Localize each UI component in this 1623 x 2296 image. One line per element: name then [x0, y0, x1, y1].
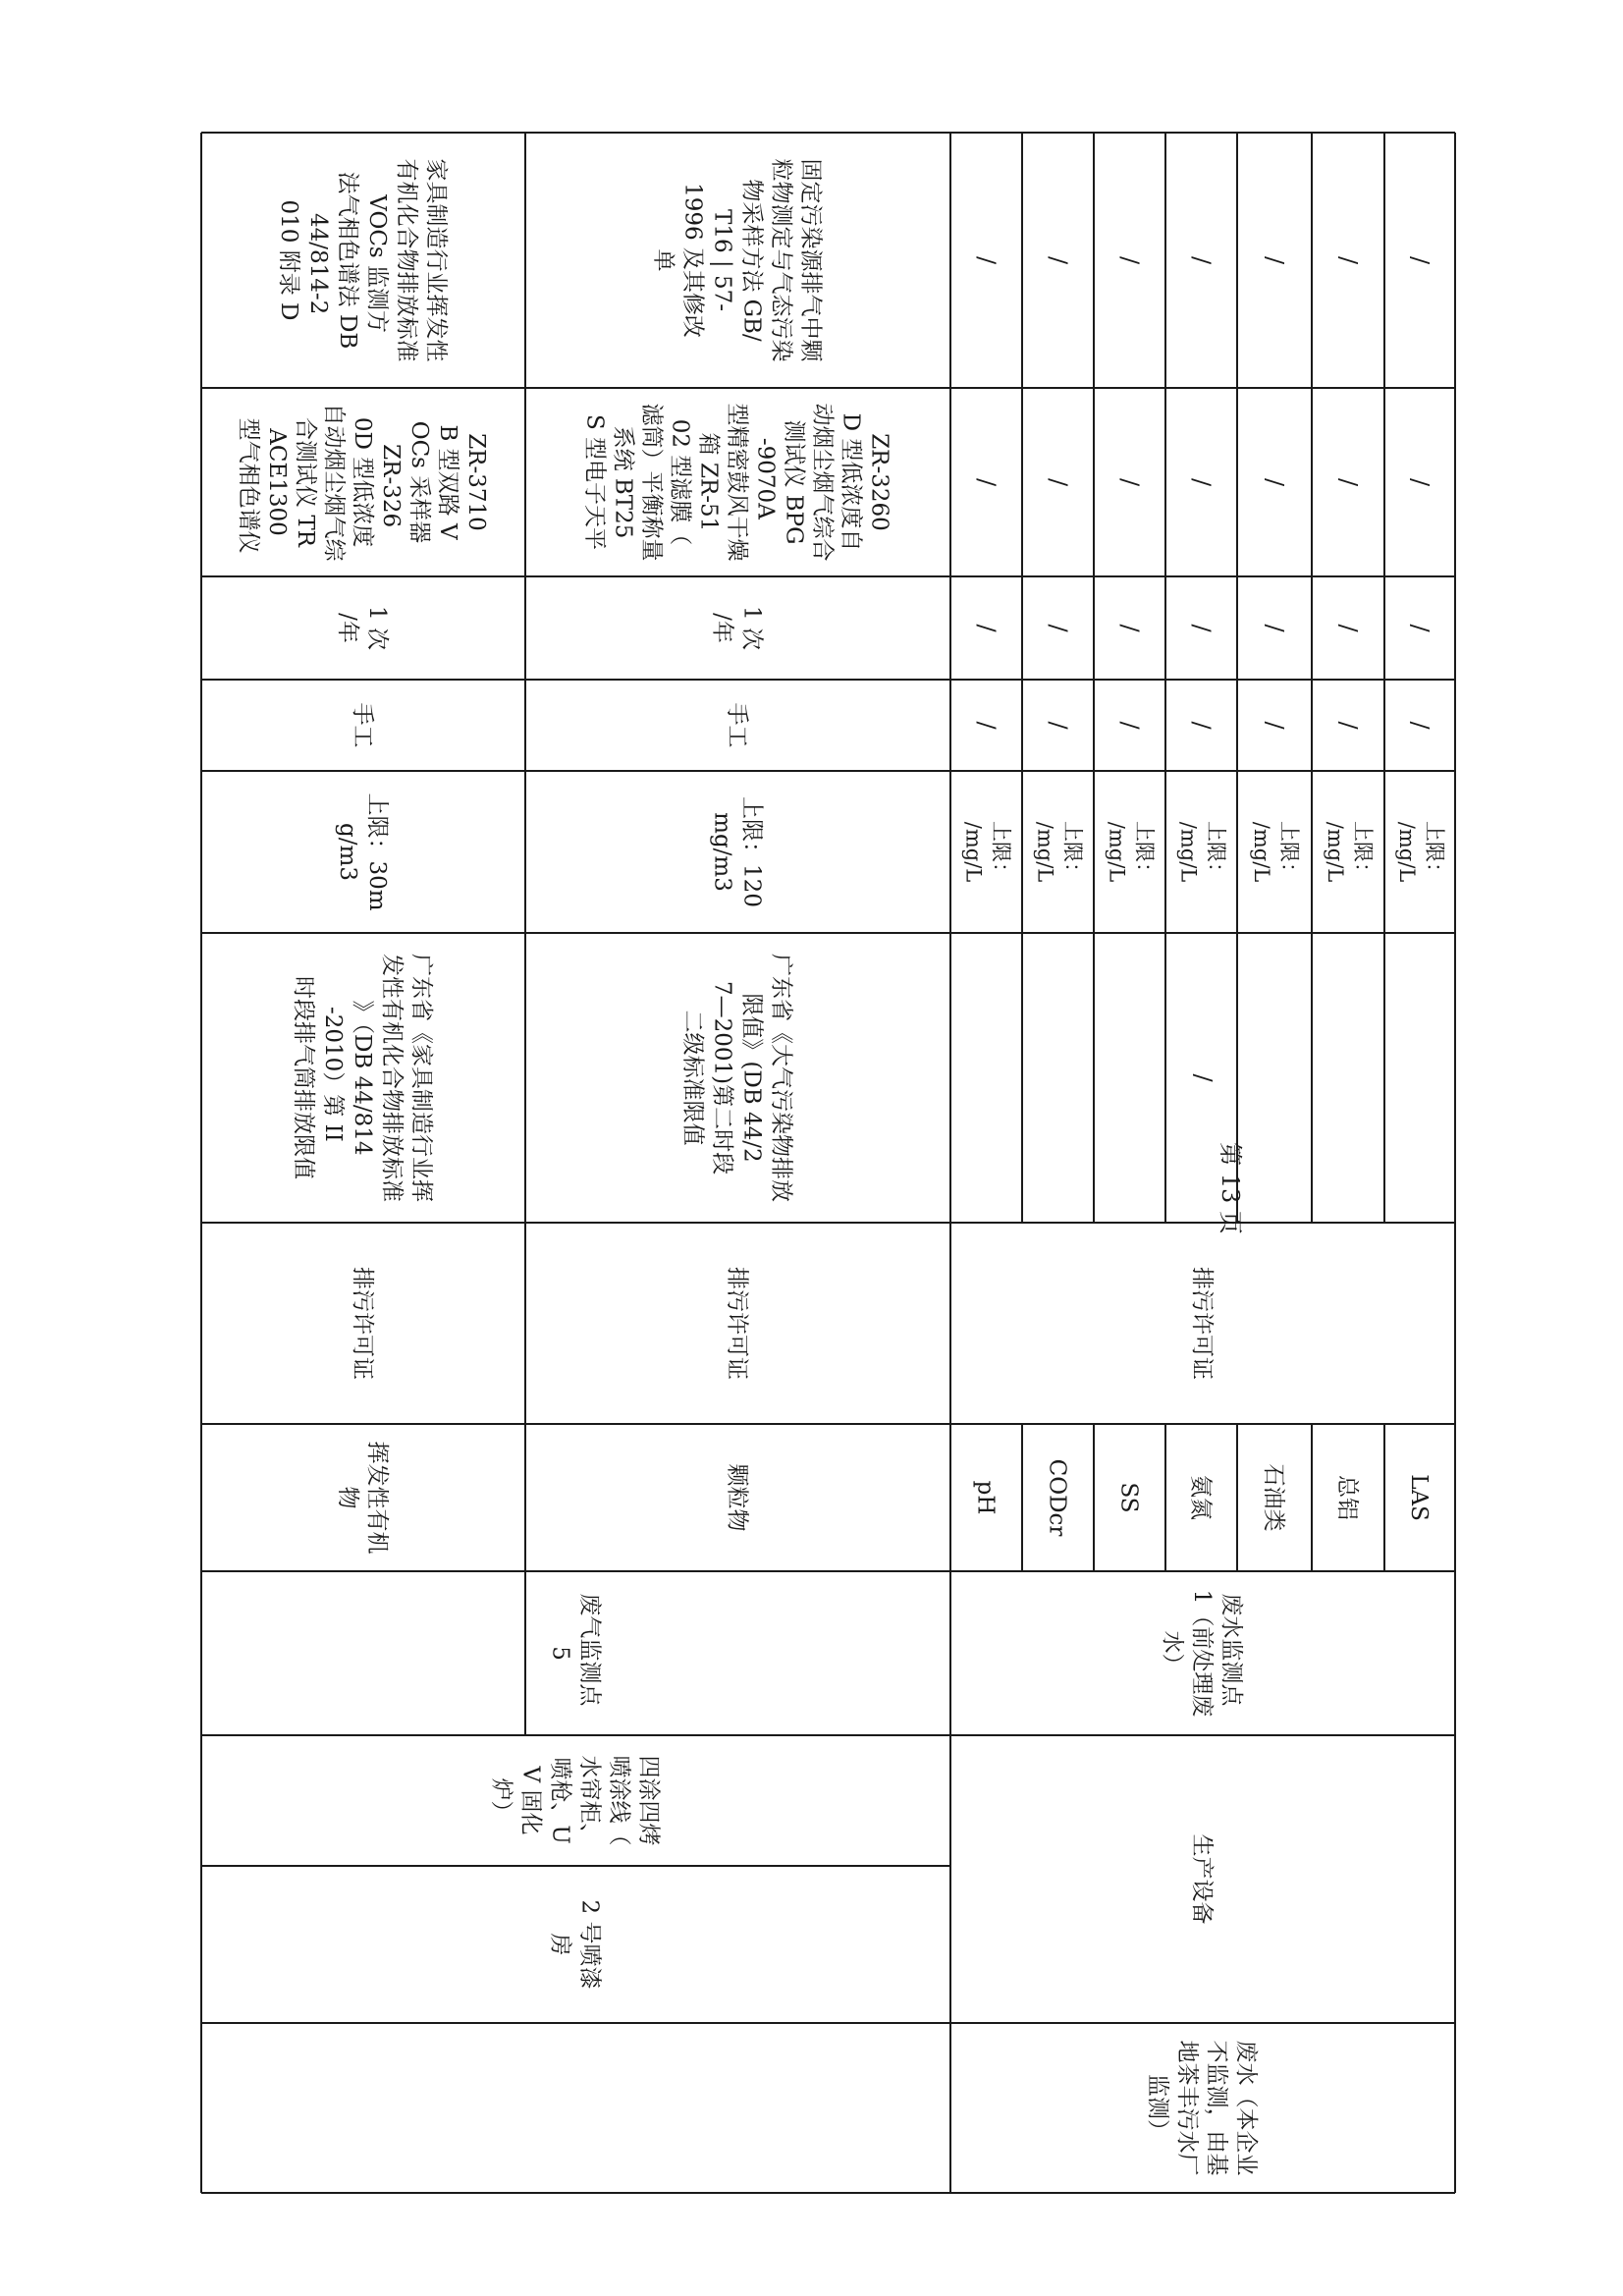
water-pollutant-5: 石油类 — [1261, 1463, 1286, 1532]
water-method-4: / — [1187, 721, 1216, 730]
water-freq-1: / — [972, 624, 1001, 632]
basis-2: 排污许可证 — [724, 1267, 750, 1380]
water-analysis-5: / — [1261, 255, 1288, 265]
water-pollutant-6: 总铝 — [1334, 1475, 1360, 1520]
water-method-6: / — [1334, 721, 1362, 730]
water-standard: / — [1189, 1073, 1217, 1082]
water-category: 废水（本企业不监测，由基地茶丰污水厂监测） — [1145, 2040, 1259, 2176]
basis-1: 排污许可证 — [350, 1267, 375, 1380]
limit-2: 上限：120mg/m3 — [709, 796, 765, 907]
water-analysis-2: / — [1044, 255, 1072, 265]
analysis-method-1: 家具制造行业挥发性有机化合物排放标准 VOCs 监测方法气相色谱法 DB 44/814-2010 附录 D — [276, 158, 449, 362]
standard-1: 广东省《家具制造行业挥发性有机化合物排放标准》（DB 44/814-2010）第 II 时段排气筒排放限值 — [291, 954, 434, 1202]
water-analysis-7: / — [1406, 255, 1434, 265]
water-freq-4: / — [1187, 624, 1216, 632]
table-text — [236, 159, 1446, 2176]
water-instr-1: / — [972, 477, 1001, 487]
analysis-method-2: 固定污染源排气中颗粒物测定与气态污染物采样方法 GB/T16 | 57-1996 及其修改单 — [650, 158, 824, 362]
water-basis: 排污许可证 — [1189, 1267, 1215, 1380]
water-pollutant-3: SS — [1115, 1482, 1142, 1513]
water-limit-5: 上限：/mg/L — [1250, 821, 1301, 883]
water-instr-4: / — [1187, 477, 1216, 487]
water-limit-2: 上限：/mg/L — [1033, 821, 1085, 883]
water-monitoring-point: 废水监测点 1（前处理废水） — [1160, 1589, 1244, 1718]
water-instr-6: / — [1334, 477, 1362, 487]
air-monitoring-point: 废气监测点 5 — [547, 1593, 603, 1714]
method-1: 手工 — [350, 702, 375, 748]
water-method-2: / — [1044, 721, 1072, 730]
page-number: 第 13 页 — [1217, 1142, 1244, 1234]
pollutant-2: 颗粒物 — [724, 1463, 750, 1532]
water-limit-1: 上限：/mg/L — [961, 821, 1013, 883]
water-instr-5: / — [1261, 477, 1288, 487]
water-freq-2: / — [1044, 624, 1072, 632]
location-air: 2 号喷漆房 — [547, 1899, 603, 1990]
water-freq-7: / — [1406, 624, 1434, 632]
water-pollutant-7: LAS — [1406, 1474, 1432, 1521]
equipment-air: 四涂四烤喷涂线（水帘柜、喷枪、UV 固化炉） — [488, 1755, 662, 1846]
water-analysis-3: / — [1115, 255, 1144, 265]
method-2: 手工 — [724, 702, 750, 748]
water-analysis-4: / — [1187, 255, 1216, 265]
pollutant-1: 挥发性有机物 — [335, 1441, 390, 1555]
instruments-1: ZR-3710B 型双路 VOCs 采样器 ZR-3260D 型低浓度自动烟尘烟气综合测试仪 TRACE1300 型气相色谱仪 — [236, 403, 489, 562]
limit-1: 上限：30mg/m3 — [335, 793, 390, 911]
standard-2: 广东省《大气污染物排放限值》(DB 44/27—2001)第二时段二级标准限值 — [679, 954, 794, 1202]
water-limit-7: 上限：/mg/L — [1395, 821, 1446, 883]
water-limit-3: 上限：/mg/L — [1105, 821, 1157, 883]
water-instr-3: / — [1115, 477, 1144, 487]
instruments-2: ZR-3260D 型低浓度自动烟尘烟气综合测试仪 BPG-9070A 型精密鼓风干燥箱 ZR-5102 型滤膜（滤筒）平衡称量系统 BT25S 型电子天平 — [581, 403, 893, 562]
water-freq-6: / — [1334, 624, 1362, 632]
water-method-1: / — [972, 721, 1001, 730]
water-limit-4: 上限：/mg/L — [1176, 821, 1228, 883]
water-instr-7: / — [1406, 477, 1434, 487]
water-analysis-1: / — [972, 255, 1001, 265]
frequency-2: 1 次/年 — [709, 606, 765, 650]
water-pollutant-2: CODcr — [1044, 1458, 1070, 1537]
water-pollutant-4: 氨氮 — [1187, 1475, 1214, 1520]
water-location: 生产设备 — [1189, 1833, 1215, 1925]
water-freq-5: / — [1261, 624, 1288, 632]
water-method-5: / — [1261, 721, 1288, 730]
water-instr-2: / — [1044, 477, 1072, 487]
water-limit-6: 上限：/mg/L — [1324, 821, 1375, 883]
water-analysis-6: / — [1334, 255, 1362, 265]
water-freq-3: / — [1115, 624, 1144, 632]
water-method-7: / — [1406, 721, 1434, 730]
water-pollutant-1: pH — [972, 1480, 999, 1515]
frequency-1: 1 次/年 — [335, 606, 390, 650]
water-method-3: / — [1115, 721, 1144, 730]
